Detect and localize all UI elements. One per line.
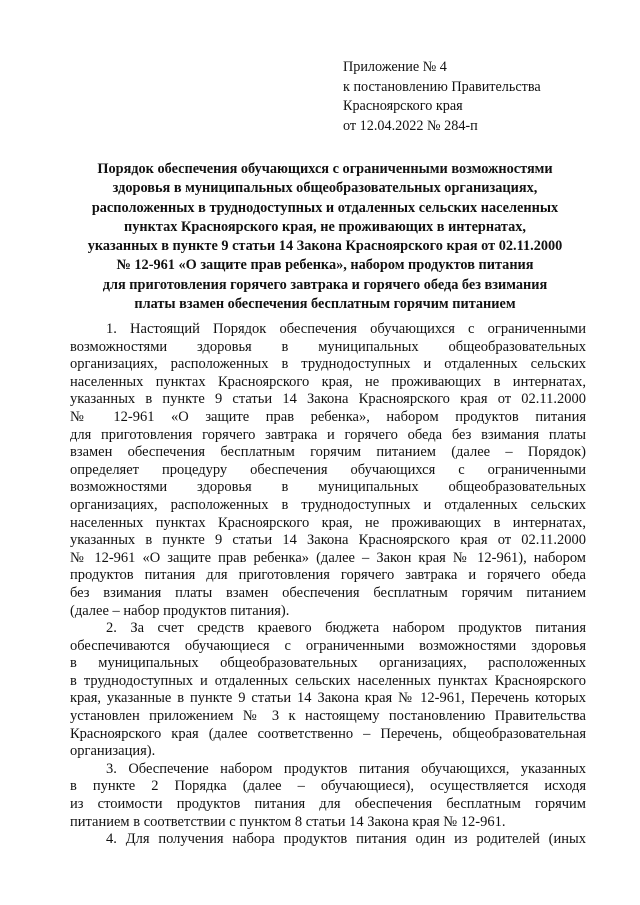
appendix-line: от 12.04.2022 № 284-п [343,117,478,134]
title-line: Порядок обеспечения обучающихся с ограниченными возможностями [97,161,553,177]
appendix-line: к постановлению Правительства [343,78,541,95]
paragraph-line: организация). [70,743,156,760]
appendix-note [343,58,603,136]
paragraph-line: № 12-961 «О защите прав ребенка», набором продуктов питания [70,408,586,425]
paragraph-line: возможностями здоровья в муниципальных общеобразовательных [70,338,586,355]
appendix-line: Красноярского края [343,98,463,115]
paragraph-line: края, указанные в пункте 9 статьи 14 Закона края № 12-961, Перечень которых [70,690,586,707]
paragraph-line: (далее – набор продуктов питания). [70,602,290,619]
paragraph-line: 2. За счет средств краевого бюджета набором продуктов питания [106,620,586,637]
title-line: указанных в пункте 9 статьи 14 Закона Красноярского края от 02.11.2000 [87,238,563,255]
document-title [62,160,588,314]
paragraph [70,761,586,831]
paragraph-line: № 12-961 «О защите прав ребенка» (далее – Закон края № 12-961), набором [70,549,586,566]
paragraph-line: населенных пунктах Красноярского края, не проживающих в интернатах, [70,514,586,531]
paragraph [70,831,586,849]
paragraph [70,620,586,761]
title-line: для приготовления горячего завтрака и горячего обеда без взимания [102,276,548,293]
paragraph-line: установлен приложением № 3 к настоящему постановлению Правительства [70,708,586,725]
paragraph-line: населенных пунктах Красноярского края, не проживающих в интернатах, [70,373,586,390]
paragraph-line: определяет процедуру обеспечения обучающихся с ограниченными [70,461,586,478]
paragraph-line: в пункте 2 Порядка (далее – обучающиеся), осуществляется исходя [70,778,586,795]
paragraph-line: в труднодоступных и отдаленных сельских населенных пунктах Красноярского [70,672,586,689]
paragraph-line: из стоимости продуктов питания для обеспечения бесплатным горячим [70,796,586,813]
paragraph-line: без взимания платы взамен обеспечения бесплатным горячим питанием [70,584,586,601]
paragraph-line: продуктов питания для приготовления горячего завтрака и горячего обеда [70,567,586,584]
paragraph-line: питанием в соответствии с пунктом 8 статьи 14 Закона края № 12-961. [70,813,506,830]
title-line: здоровья в муниципальных общеобразовательных организациях, [112,180,538,197]
paragraph-line: взамен обеспечения бесплатным горячим питанием (далее – Порядок) [70,444,586,461]
paragraph-line: возможностями здоровья в муниципальных общеобразовательных [70,479,586,496]
paragraph-line: 1. Настоящий Порядок обеспечения обучающихся с ограниченными [106,321,586,337]
paragraph-line: организациях, расположенных в труднодоступных и отдаленных сельских [70,356,586,373]
paragraph-line: указанных в пункте 9 статьи 14 Закона Красноярского края от 02.11.2000 [70,532,586,549]
paragraph-line: указанных в пункте 9 статьи 14 Закона Красноярского края от 02.11.2000 [70,391,586,408]
paragraph-line: 3. Обеспечение набором продуктов питания обучающихся, указанных [106,760,586,777]
appendix-line: Приложение № 4 [343,59,447,75]
paragraph [70,321,586,620]
paragraph-line: в муниципальных общеобразовательных организациях, расположенных [70,655,586,672]
title-line: пунктах Красноярского края, не проживающих в интернатах, [124,218,526,235]
document-body [70,321,586,849]
title-line: платы взамен обеспечения бесплатным горячим питанием [134,296,516,313]
title-line: № 12-961 «О защите прав ребенка», набором продуктов питания [116,257,534,274]
title-line: расположенных в труднодоступных и отдаленных сельских населенных [91,199,559,216]
paragraph-line: Красноярского края (далее соответственно – Перечень, общеобразовательная [70,725,586,742]
paragraph-line: организациях, расположенных в труднодоступных и отдаленных сельских [70,496,586,513]
paragraph-line: 4. Для получения набора продуктов питания один из родителей (иных [106,831,586,848]
paragraph-line: обеспечиваются обучающиеся с ограниченными возможностями здоровья [70,637,586,654]
paragraph-line: для приготовления горячего завтрака и горячего обеда без взимания платы [70,426,586,443]
